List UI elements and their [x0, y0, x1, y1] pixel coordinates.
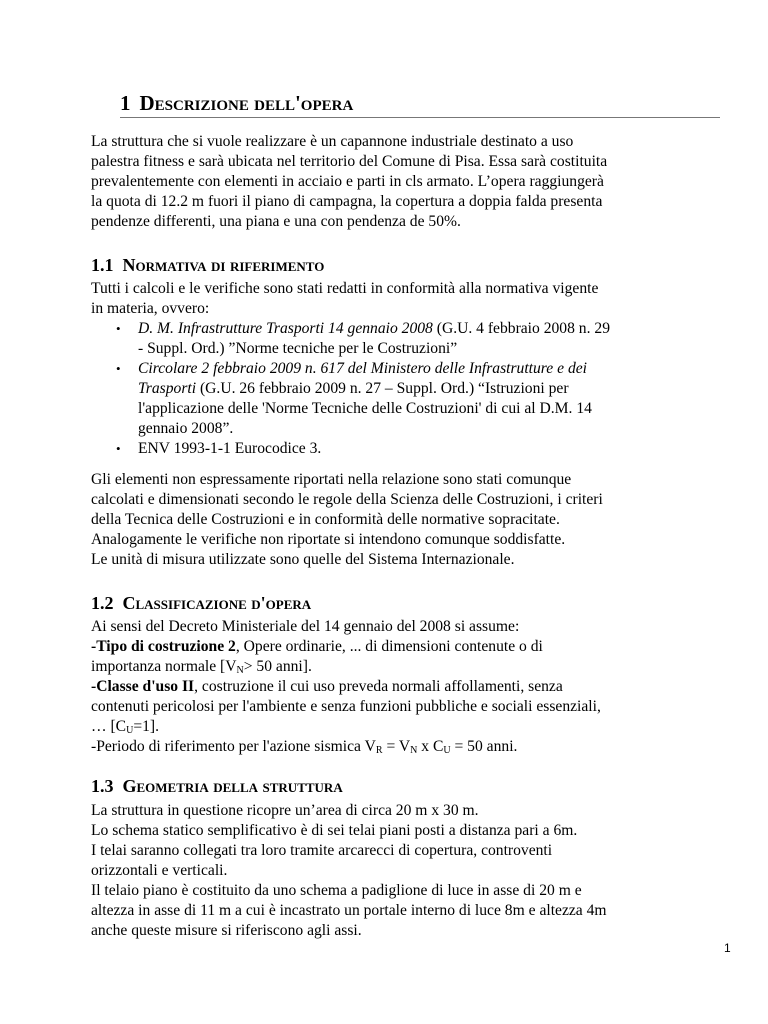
section-1-paragraph — [91, 132, 721, 232]
text-line: contenuti pericolosi per l'ambiente e senza funzioni pubbliche e sociali essenziali, — [91, 698, 601, 715]
text-line: gennaio 2008”. — [138, 420, 234, 437]
bold-term: -Classe d'uso II — [91, 678, 195, 695]
bold-term: -Tipo di costruzione 2 — [91, 638, 236, 655]
norm-title: D. M. Infrastrutture Trasporti 14 gennaio 2008 — [138, 320, 433, 337]
text-line: orizzontali e verticali. — [91, 862, 228, 879]
norms-list — [91, 319, 731, 459]
section-1-2-heading — [91, 593, 311, 613]
text-line: della Tecnica delle Costruzioni e in conformità delle normative sopracitate. — [91, 511, 560, 528]
norm-title: ENV 1993-1-1 Eurocodice 3. — [138, 440, 322, 457]
text-line: -Classe d'uso II, costruzione il cui uso preveda normali affollamenti, senza — [91, 678, 563, 695]
section-title: Geometria della struttura — [122, 776, 343, 796]
section-title: Normativa di riferimento — [122, 255, 325, 275]
text-line: Tutti i calcoli e le verifiche sono stati redatti in conformità alla normativa vigente — [91, 280, 599, 297]
list-item — [91, 439, 731, 459]
page-number: 1 — [724, 941, 731, 955]
section-title: Classificazione d'opera — [122, 593, 312, 613]
text-line: l'applicazione delle 'Norme Tecniche delle Costruzioni' di cui al D.M. 14 — [138, 400, 592, 417]
section-1-3-heading — [91, 776, 343, 796]
section-1-heading — [120, 93, 720, 118]
section-number: 1.1 — [91, 255, 114, 275]
text-line: altezza in asse di 11 m a cui è incastrato un portale interno di luce 8m e altezza 4m — [91, 902, 607, 919]
list-item — [91, 319, 731, 359]
text-line: pendenze differenti, una piana e una con pendenza de 50%. — [91, 213, 461, 230]
text-line: prevalentemente con elementi in acciaio e parti in cls armato. L’opera raggiungerà — [91, 173, 604, 190]
norm-detail: (G.U. 26 febbraio 2009 n. 27 – Suppl. Ord.) “Istruzioni per — [196, 380, 569, 397]
bullet-icon: • — [116, 321, 121, 336]
text-line: I telai saranno collegati tra loro tramite arcarecci di copertura, controventi — [91, 842, 553, 859]
bullet-icon: • — [116, 361, 121, 376]
section-1-1-intro — [91, 279, 721, 319]
section-1-2-body — [91, 617, 721, 757]
text-line: palestra fitness e sarà ubicata nel territorio del Comune di Pisa. Essa sarà costituita — [91, 153, 608, 170]
text-line: La struttura che si vuole realizzare è un capannone industriale destinato a uso — [91, 133, 574, 150]
text-line: - Suppl. Ord.) ”Norme tecniche per le Costruzioni” — [138, 340, 458, 357]
section-1-1-paragraph — [91, 470, 721, 570]
section-title: Descrizione dell'opera — [139, 91, 354, 115]
text-line: La struttura in questione ricopre un’area di circa 20 m x 30 m. — [91, 802, 479, 819]
norm-title: Circolare 2 febbraio 2009 n. 617 del Ministero delle Infrastrutture e dei — [138, 360, 587, 377]
text-line: calcolati e dimensionati secondo le regole della Scienza delle Costruzioni, i criteri — [91, 491, 603, 508]
text-line: Gli elementi non espressamente riportati nella relazione sono stati comunque — [91, 471, 572, 488]
section-1-3-paragraph — [91, 801, 721, 941]
text-line: anche queste misure si riferiscono agli assi. — [91, 922, 362, 939]
section-number: 1.3 — [91, 776, 114, 796]
section-number: 1.2 — [91, 593, 114, 613]
text-line: Il telaio piano è costituito da uno schema a padiglione di luce in asse di 20 m e — [91, 882, 582, 899]
norm-detail: (G.U. 4 febbraio 2008 n. 29 — [432, 320, 610, 337]
text-line: -Tipo di costruzione 2, Opere ordinarie, ... di dimensioni contenute o di — [91, 638, 543, 655]
text-line: in materia, ovvero: — [91, 300, 210, 317]
text-line: … $[C_U=1]$. — [91, 718, 160, 736]
norm-title: Trasporti — [138, 380, 197, 397]
text-line: importanza normale [$V_N> 50$ anni]. — [91, 658, 312, 676]
section-number: 1 — [120, 91, 131, 115]
text-line: Le unità di misura utilizzate sono quelle del Sistema Internazionale. — [91, 551, 515, 568]
list-item — [91, 359, 731, 439]
text-line: Ai sensi del Decreto Ministeriale del 14 gennaio del 2008 si assume: — [91, 618, 520, 635]
text-line: la quota di 12.2 m fuori il piano di campagna, la copertura a doppia falda presenta — [91, 193, 603, 210]
section-1-1-heading — [91, 255, 324, 275]
bullet-icon: • — [116, 441, 121, 456]
text-line: -Periodo di riferimento per l'azione sismica $V_R = V_N$ x $C_U = 50$ anni. — [91, 738, 518, 756]
text-line: Lo schema statico semplificativo è di sei telai piani posti a distanza pari a 6m. — [91, 822, 578, 839]
text-line: Analogamente le verifiche non riportate si intendono comunque soddisfatte. — [91, 531, 566, 548]
